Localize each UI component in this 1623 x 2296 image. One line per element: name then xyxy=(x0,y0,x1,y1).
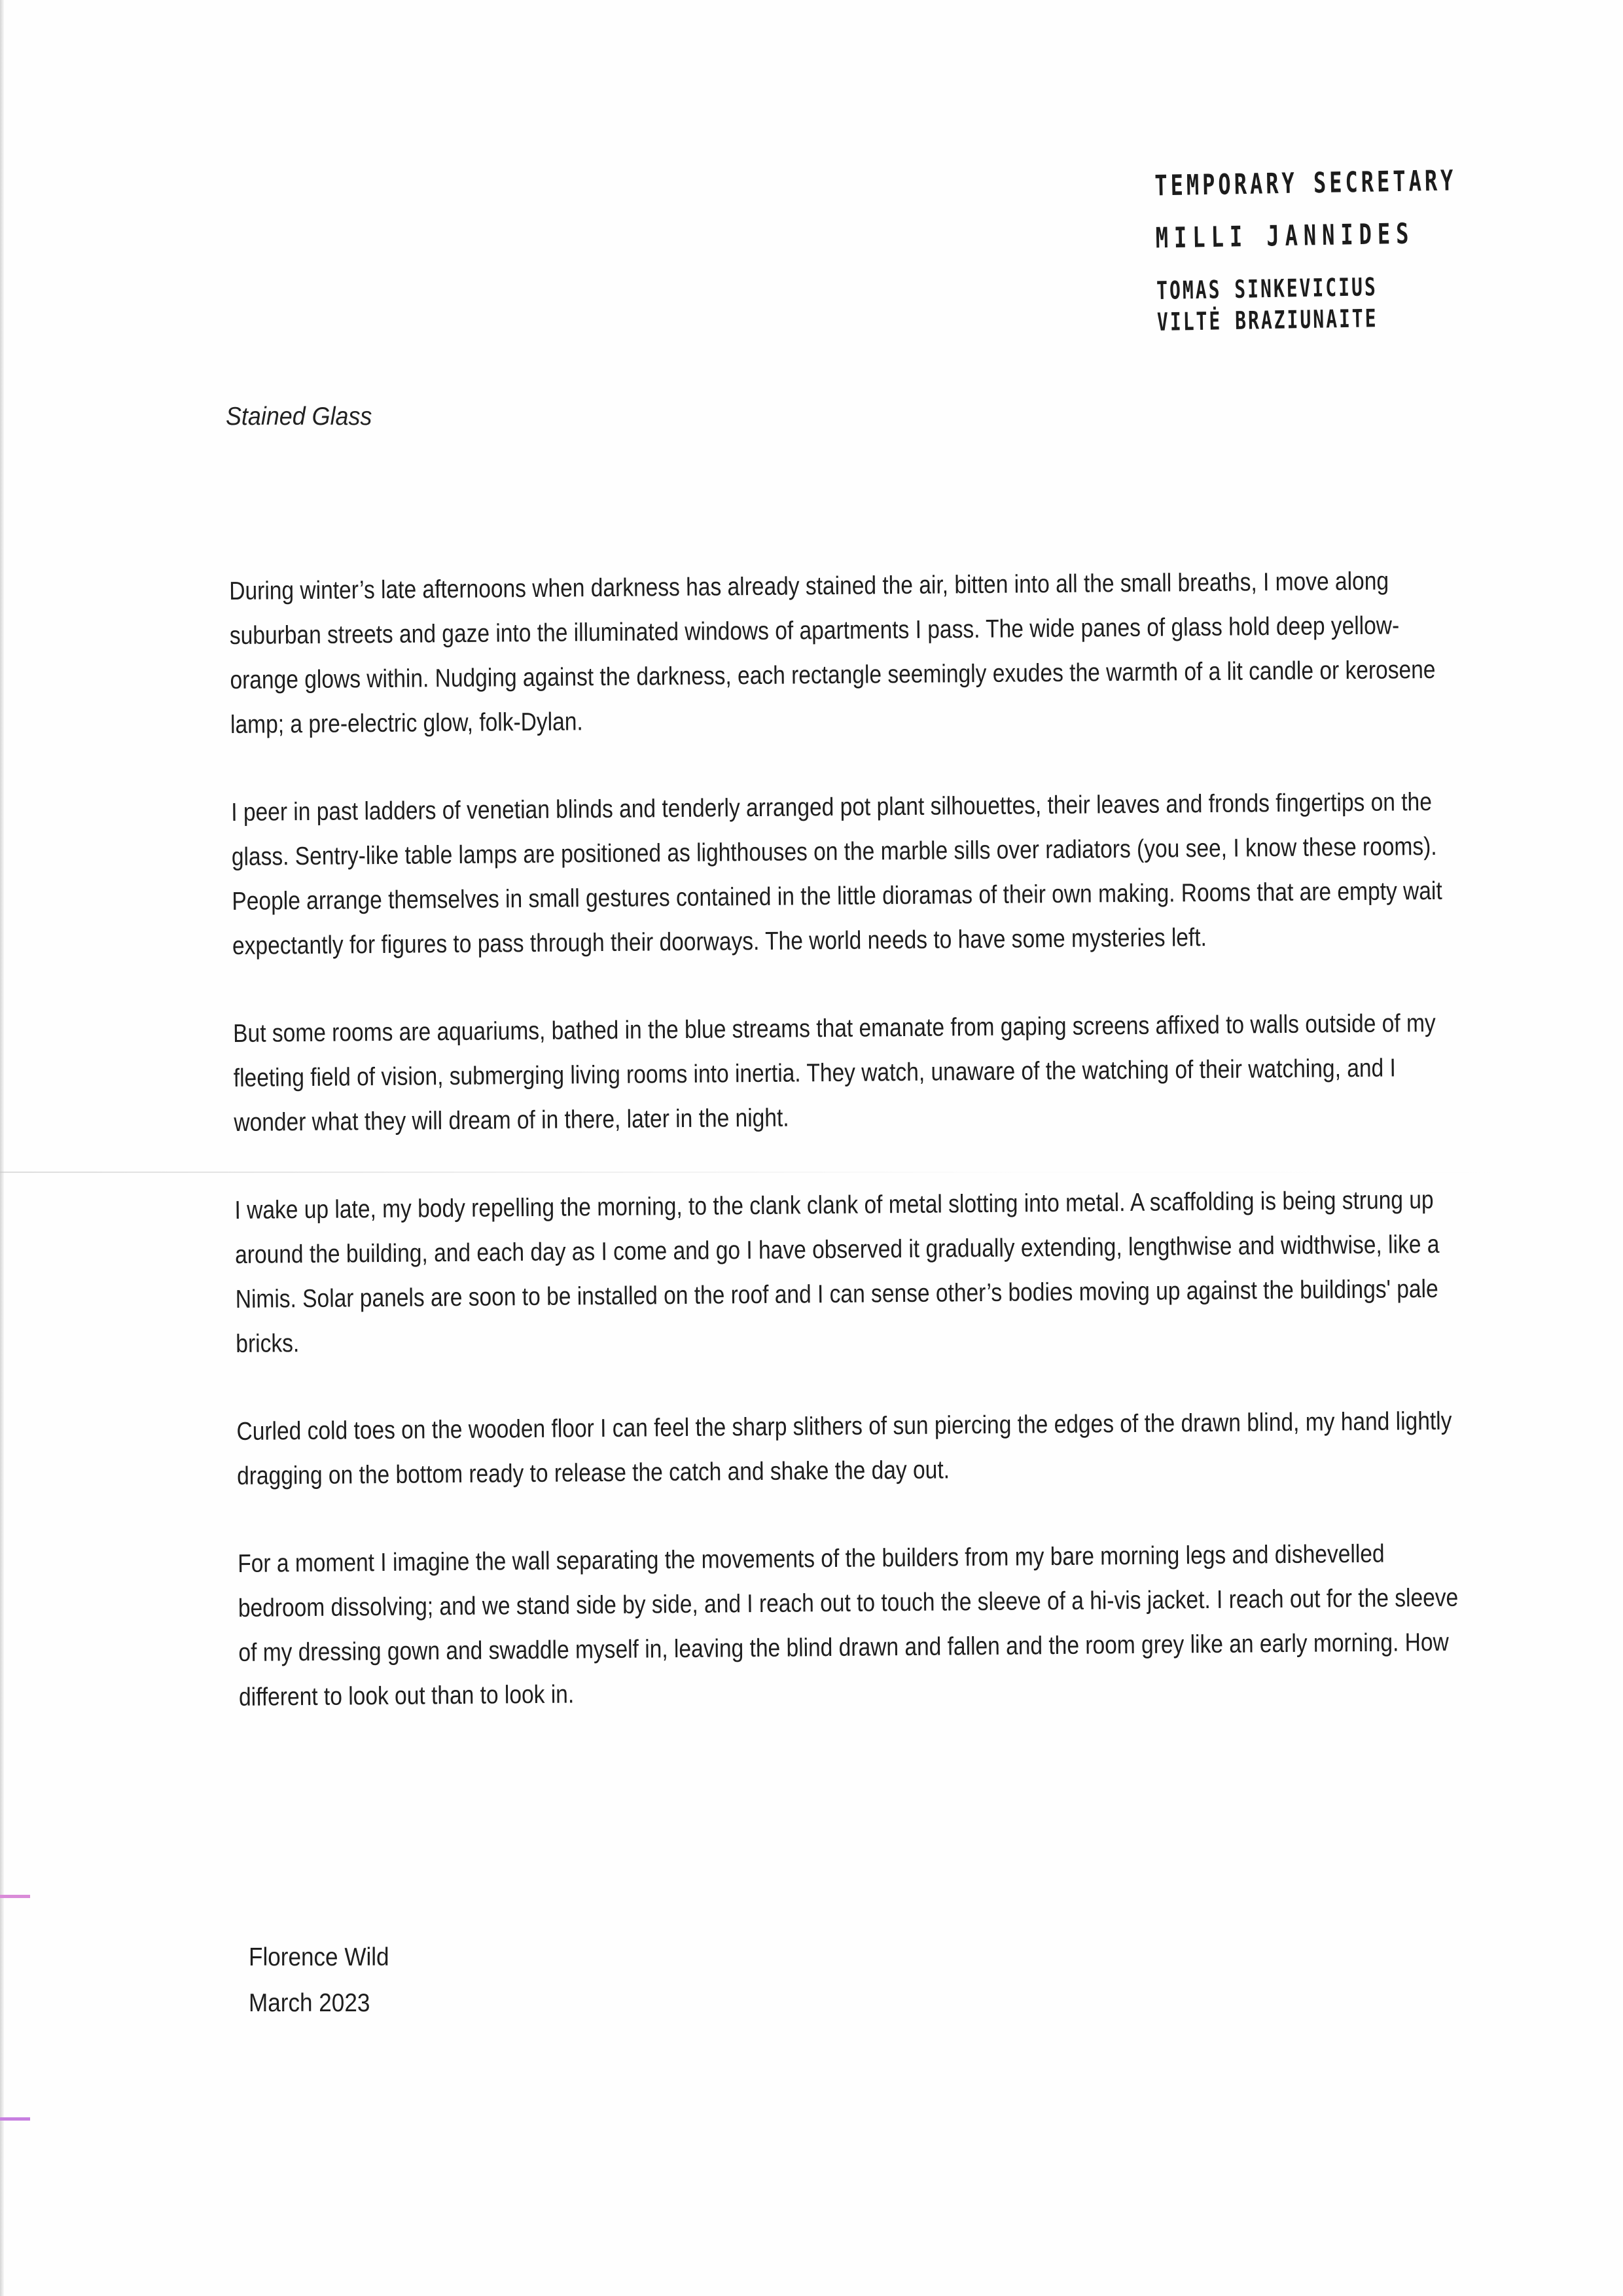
stamp-line-1: TEMPORARY SECRETARY xyxy=(1154,163,1457,203)
paragraph: For a moment I imagine the wall separating the movements of the builders from my bare morning legs and dishevelled bedroom dissolving; and we stand side by side, and I reach out to touch the sleeve of a hi-vis jacket. I reach out for the sleeve of my dressing gown and swaddle myself in, leaving the blind drawn and fallen and the room grey like an early morning. How different to look out than to look in. xyxy=(238,1539,1459,1712)
stamp-line-4: VILTĖ BRAZIUNAITE xyxy=(1156,304,1378,337)
document-date: March 2023 xyxy=(249,1989,370,2017)
paragraph: Curled cold toes on the wooden floor I can feel the sharp slithers of sun piercing the edges of the drawn blind, my hand lightly dragging on the bottom ready to release the catch and shake the day out. xyxy=(236,1407,1452,1490)
paragraph: I wake up late, my body repelling the morning, to the clank clank of metal slotting into metal. A scaffolding is being strung up around the building, and each day as I come and go I have observed it gradually extending, lengthwise and widthwise, like a Nimis. Solar panels are soon to be installed on the roof and I can sense other’s bodies moving up against the buildings' pale bricks. xyxy=(234,1185,1440,1358)
header-stamp xyxy=(1154,163,1459,337)
stamp-line-2: MILLI JANNIDES xyxy=(1155,217,1415,255)
stamp-line-3: TOMAS SINKEVICIUS xyxy=(1156,272,1378,306)
paragraph: During winter’s late afternoons when darkness has already stained the air, bitten into all the small breaths, I move along suburban streets and gaze into the illuminated windows of apartments I pass. The wide panes of glass hold deep yellow-orange glows within. Nudging against the darkness, each rectangle seemingly exudes the warmth of a lit candle or kerosene lamp; a pre-electric glow, folk-Dylan. xyxy=(229,567,1436,739)
paragraph: But some rooms are aquariums, bathed in the blue streams that emanate from gaping screens affixed to walls outside of my fleeting field of vision, submerging living rooms into inertia. They watch, unaware of the watching of their watching, and I wonder what they will dream of in there, later in the night. xyxy=(233,1009,1436,1137)
scan-edge xyxy=(0,0,4,2296)
signature-block xyxy=(249,1935,389,2026)
paragraph: I peer in past ladders of venetian blinds and tenderly arranged pot plant silhouettes, their leaves and fronds fingertips on the glass. Sentry-like table lamps are positioned as lighthouses on the marble sills over radiators (you see, I know these rooms). People arrange themselves in small gestures contained in the little dioramas of their own making. Rooms that are empty wait expectantly for figures to pass through their doorways. The world needs to have some mysteries left. xyxy=(231,787,1442,960)
document-title: Stained Glass xyxy=(226,403,372,431)
author-name: Florence Wild xyxy=(249,1943,389,1971)
document-body xyxy=(229,560,1459,1763)
scan-mark xyxy=(0,2117,30,2121)
scan-mark xyxy=(0,1895,30,1898)
